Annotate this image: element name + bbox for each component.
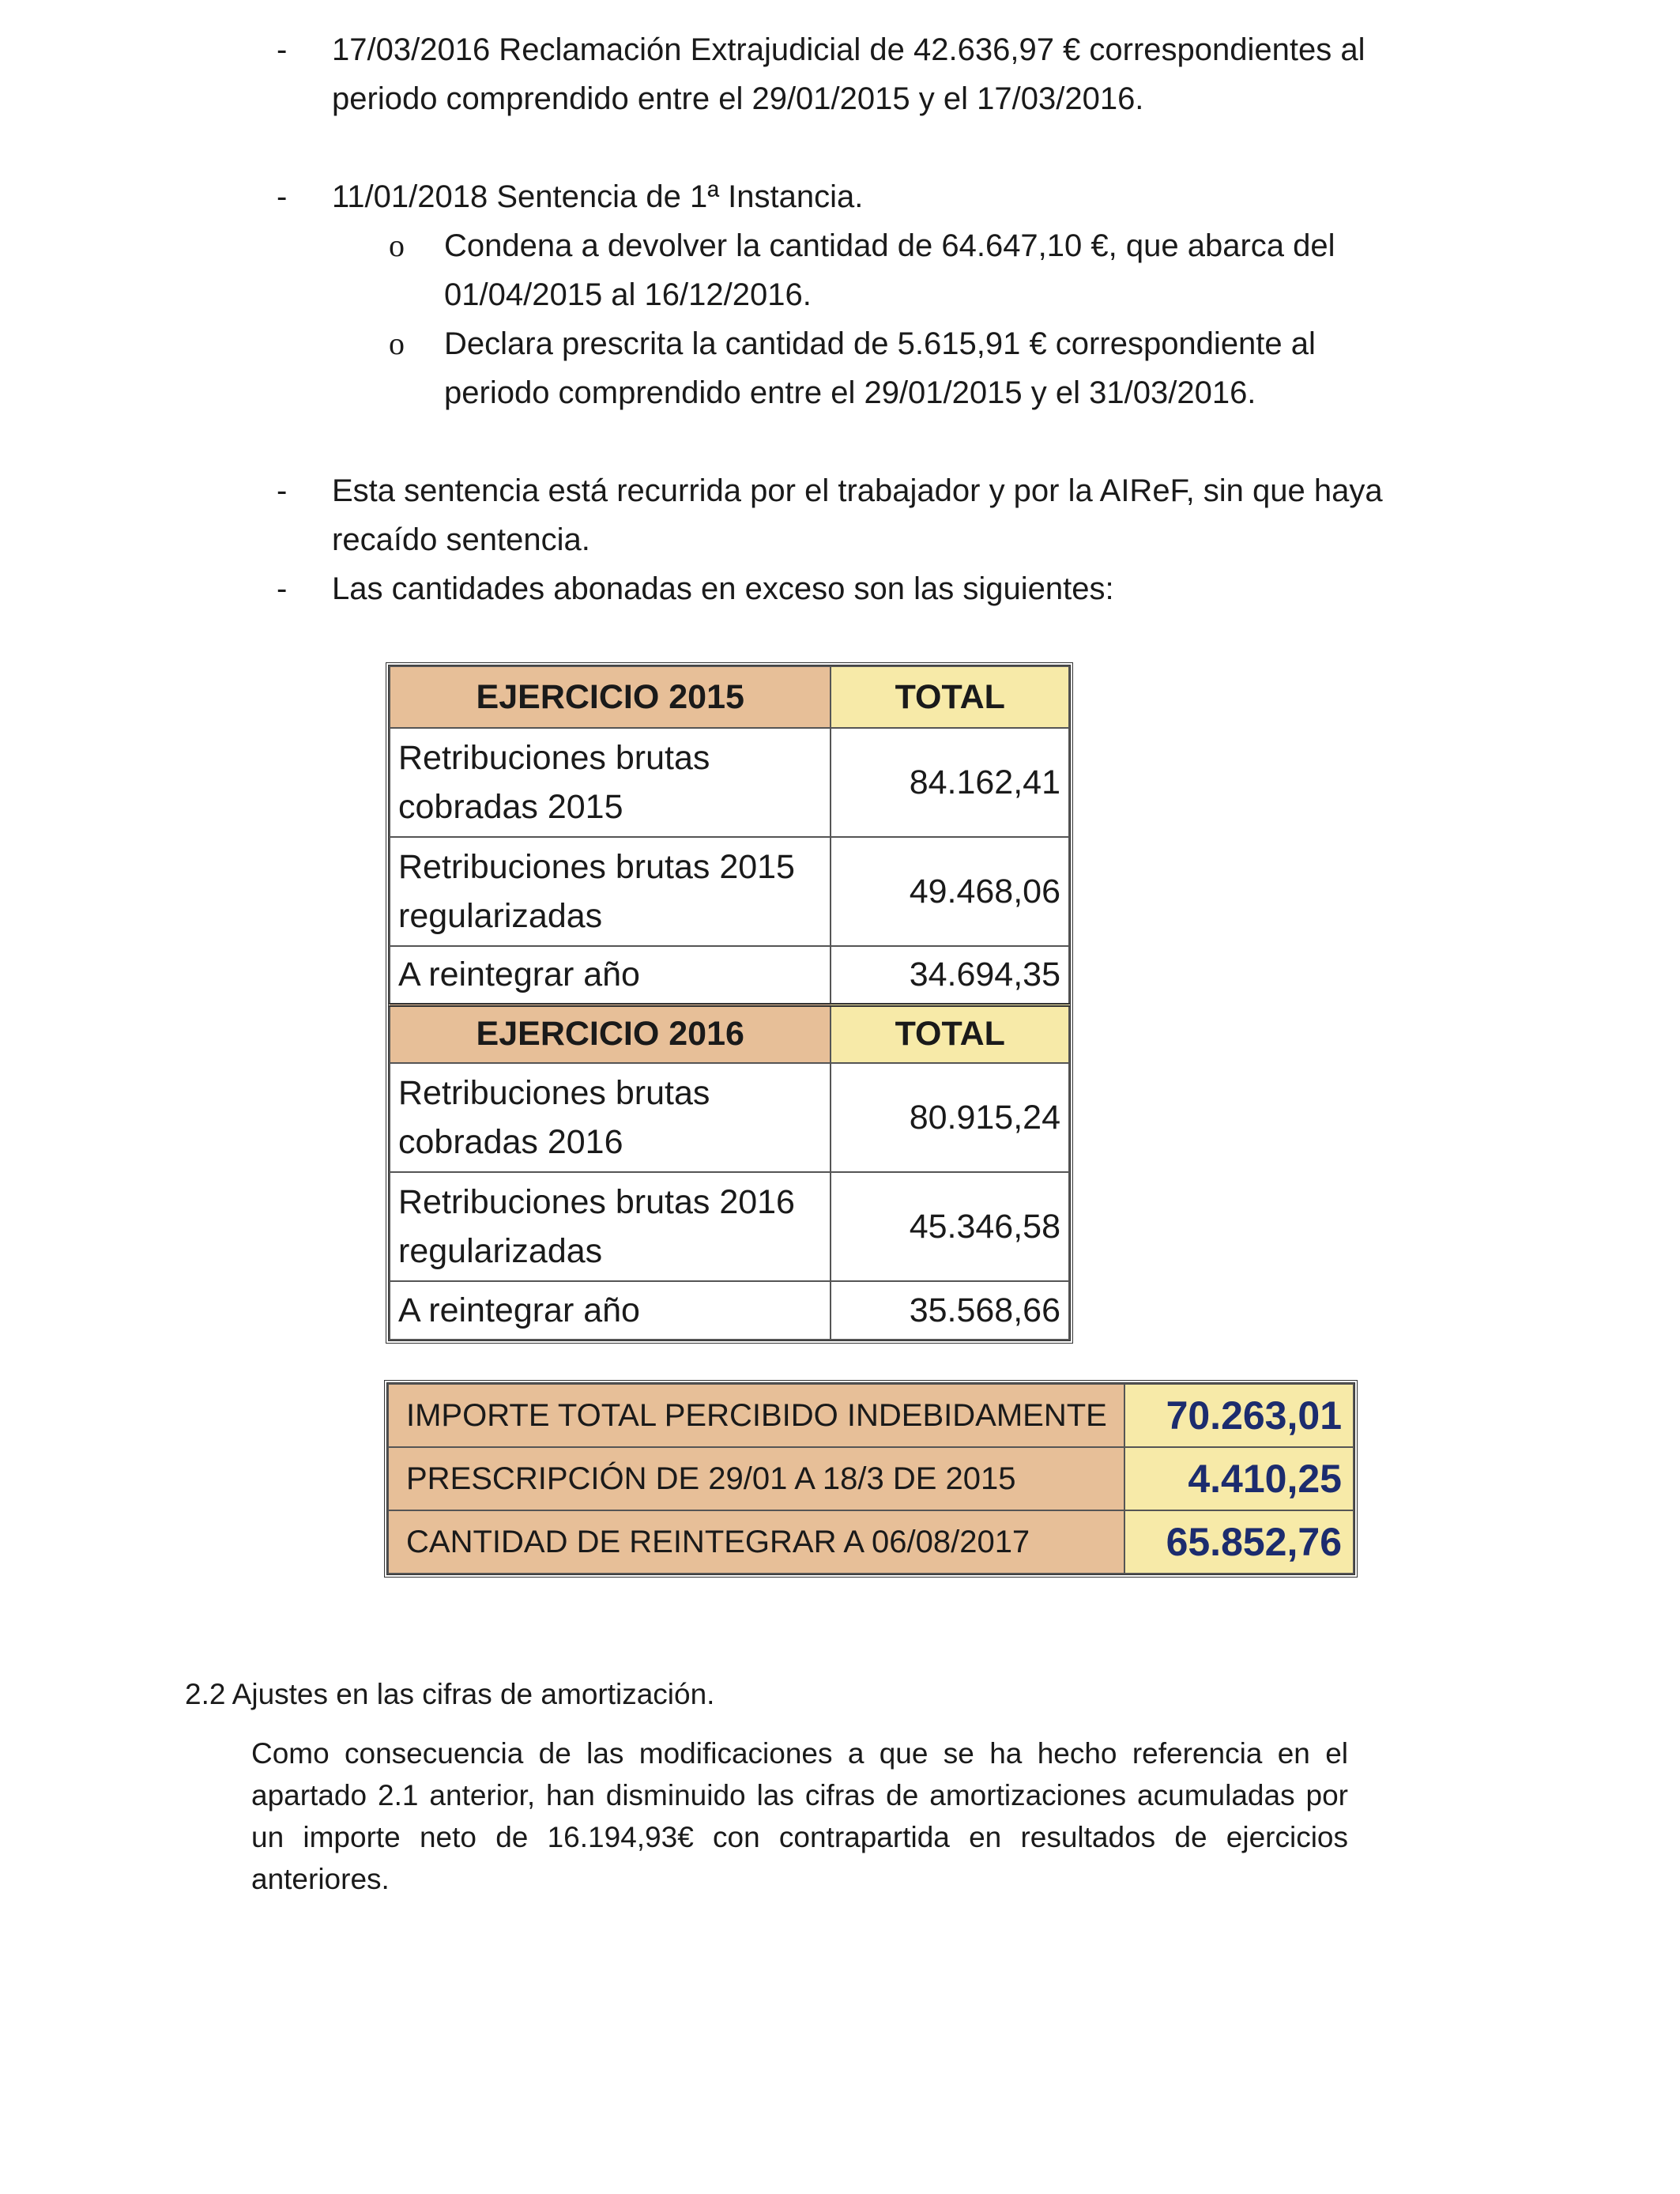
section-heading: 2.2 Ajustes en las cifras de amortización. bbox=[185, 1678, 715, 1710]
summary-table bbox=[384, 1380, 1358, 1578]
circle-bullet: o bbox=[389, 228, 405, 263]
dash-bullet: - bbox=[277, 473, 288, 508]
sub-list-item-text: Declara prescrita la cantidad de 5.615,91 € correspondiente al periodo comprendido entre el 29/01/2015 y el 31/03/2016. bbox=[444, 326, 1316, 410]
summary-value: 65.852,76 bbox=[1124, 1510, 1354, 1574]
table-header-row bbox=[390, 666, 1069, 728]
section-paragraph: Como consecuencia de las modificaciones a que se ha hecho referencia en el apartado 2.1 anterior, han disminuido las cifras de amortizaciones acumuladas por un importe neto de 16.194,93€ con contrapartida en resultados de ejercicios anteriores. bbox=[251, 1737, 1348, 1895]
list-item-text: Las cantidades abonadas en exceso son las siguientes: bbox=[332, 571, 1114, 606]
summary-label: IMPORTE TOTAL PERCIBIDO INDEBIDAMENTE bbox=[388, 1384, 1124, 1447]
list-item bbox=[277, 172, 1383, 221]
summary-row bbox=[388, 1384, 1354, 1447]
row-label: A reintegrar año bbox=[390, 946, 831, 1005]
summary-label: CANTIDAD DE REINTEGRAR A 06/08/2017 bbox=[388, 1510, 1124, 1574]
list-item-text: 17/03/2016 Reclamación Extrajudicial de 42.636,97 € correspondientes al periodo comprendido entre el 29/01/2015 y el 17/03/2016. bbox=[332, 32, 1365, 116]
row-value: 49.468,06 bbox=[831, 837, 1069, 946]
list-item-text: 11/01/2018 Sentencia de 1ª Instancia. bbox=[332, 179, 864, 214]
table-header-row bbox=[390, 1005, 1069, 1063]
year-header-2016: EJERCICIO 2016 bbox=[390, 1005, 831, 1063]
summary-value: 4.410,25 bbox=[1124, 1447, 1354, 1510]
excess-payments-grid bbox=[389, 665, 1070, 1340]
excess-payments-table bbox=[386, 662, 1073, 1344]
table-row bbox=[390, 1172, 1069, 1281]
list-item bbox=[277, 564, 1383, 613]
row-value: 45.346,58 bbox=[831, 1172, 1069, 1281]
summary-grid bbox=[387, 1383, 1354, 1574]
summary-label: PRESCRIPCIÓN DE 29/01 A 18/3 DE 2015 bbox=[388, 1447, 1124, 1510]
sub-list-item bbox=[389, 319, 1384, 417]
year-header-2015: EJERCICIO 2015 bbox=[390, 666, 831, 728]
total-header: TOTAL bbox=[831, 666, 1069, 728]
dash-bullet: - bbox=[277, 179, 288, 214]
row-label: Retribuciones brutas 2016 regularizadas bbox=[390, 1172, 831, 1281]
circle-bullet: o bbox=[389, 326, 405, 361]
row-label: Retribuciones brutas cobradas 2015 bbox=[390, 728, 831, 837]
row-label: Retribuciones brutas cobradas 2016 bbox=[390, 1063, 831, 1172]
total-header: TOTAL bbox=[831, 1005, 1069, 1063]
table-row bbox=[390, 946, 1069, 1005]
row-label: Retribuciones brutas 2015 regularizadas bbox=[390, 837, 831, 946]
list-item bbox=[277, 25, 1383, 123]
summary-row bbox=[388, 1447, 1354, 1510]
list-item-text: Esta sentencia está recurrida por el trabajador y por la AIReF, sin que haya recaído sentencia. bbox=[332, 473, 1383, 557]
summary-value: 70.263,01 bbox=[1124, 1384, 1354, 1447]
table-row bbox=[390, 728, 1069, 837]
row-value: 84.162,41 bbox=[831, 728, 1069, 837]
row-value: 35.568,66 bbox=[831, 1281, 1069, 1340]
table-row bbox=[390, 1063, 1069, 1172]
row-label: A reintegrar año bbox=[390, 1281, 831, 1340]
dash-bullet: - bbox=[277, 571, 288, 606]
table-row bbox=[390, 837, 1069, 946]
row-value: 34.694,35 bbox=[831, 946, 1069, 1005]
list-item bbox=[277, 466, 1383, 564]
row-value: 80.915,24 bbox=[831, 1063, 1069, 1172]
table-row bbox=[390, 1281, 1069, 1340]
dash-bullet: - bbox=[277, 32, 288, 67]
sub-list-item bbox=[389, 221, 1384, 319]
summary-row bbox=[388, 1510, 1354, 1574]
sub-list-item-text: Condena a devolver la cantidad de 64.647,10 €, que abarca del 01/04/2015 al 16/12/2016. bbox=[444, 228, 1335, 312]
